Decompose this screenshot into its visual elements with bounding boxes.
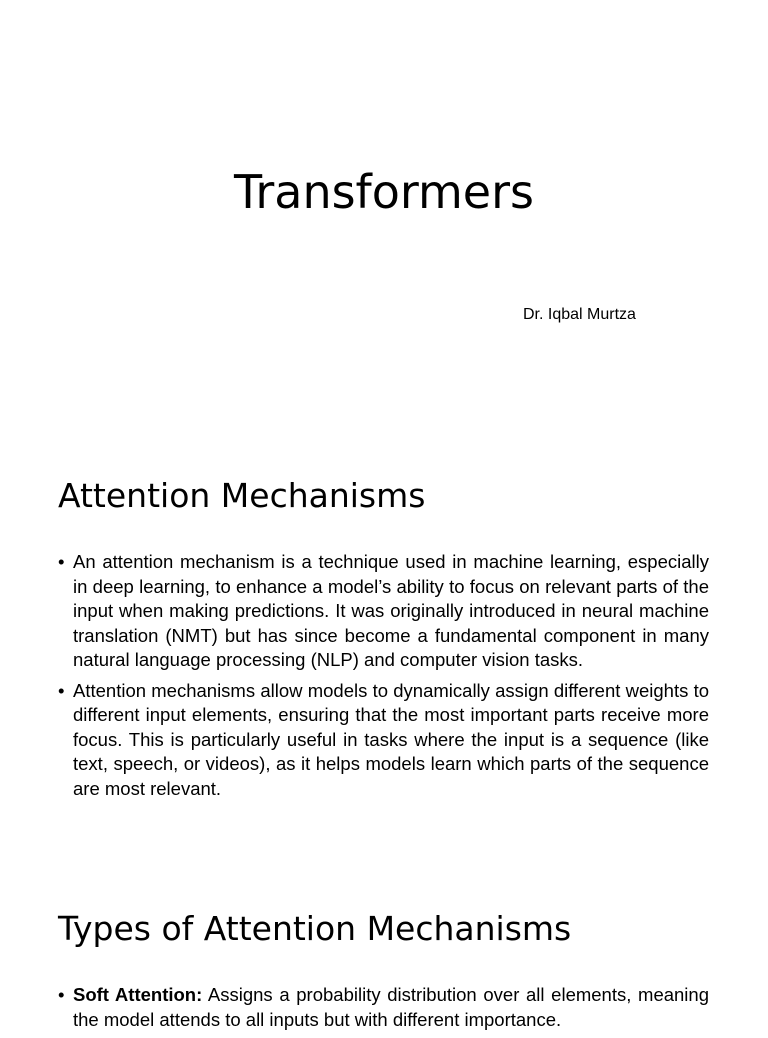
bullet-text: Assigns a probability distribution over all elements, meaning the model attends to all inputs but with different importance. — [73, 984, 709, 1030]
author-name: Dr. Iqbal Murtza — [523, 306, 636, 323]
bullet-list — [58, 550, 709, 807]
bullet-list — [58, 983, 709, 1038]
bullet-dot-icon: • — [58, 679, 65, 701]
slide-heading: Attention Mechanisms — [58, 476, 426, 515]
presentation-title: Transformers — [234, 165, 534, 219]
bullet-item — [58, 983, 709, 1032]
slide-heading: Types of Attention Mechanisms — [58, 909, 572, 948]
bullet-text: Attention mechanisms allow models to dynamically assign different weights to different input elements, ensuring that the most important parts receive more focus. This is particularly useful in tasks where the input is a sequence (like text, speech, or videos), as it helps models learn which parts of the sequence are most relevant. — [73, 679, 709, 799]
title-slide — [0, 0, 768, 440]
bullet-item — [58, 550, 709, 673]
bullet-item — [58, 679, 709, 802]
bullet-dot-icon: • — [58, 551, 65, 572]
bullet-text: An attention mechanism is a technique used in machine learning, especially in deep learning, to enhance a model’s ability to focus on relevant parts of the input when making predictions. It was originally introduced in neural machine translation (NMT) but has since become a fundamental component in many natural language processing (NLP) and computer vision tasks. — [73, 551, 709, 670]
bullet-term: Soft Attention: — [73, 984, 203, 1005]
bullet-dot-icon: • — [58, 984, 65, 1005]
